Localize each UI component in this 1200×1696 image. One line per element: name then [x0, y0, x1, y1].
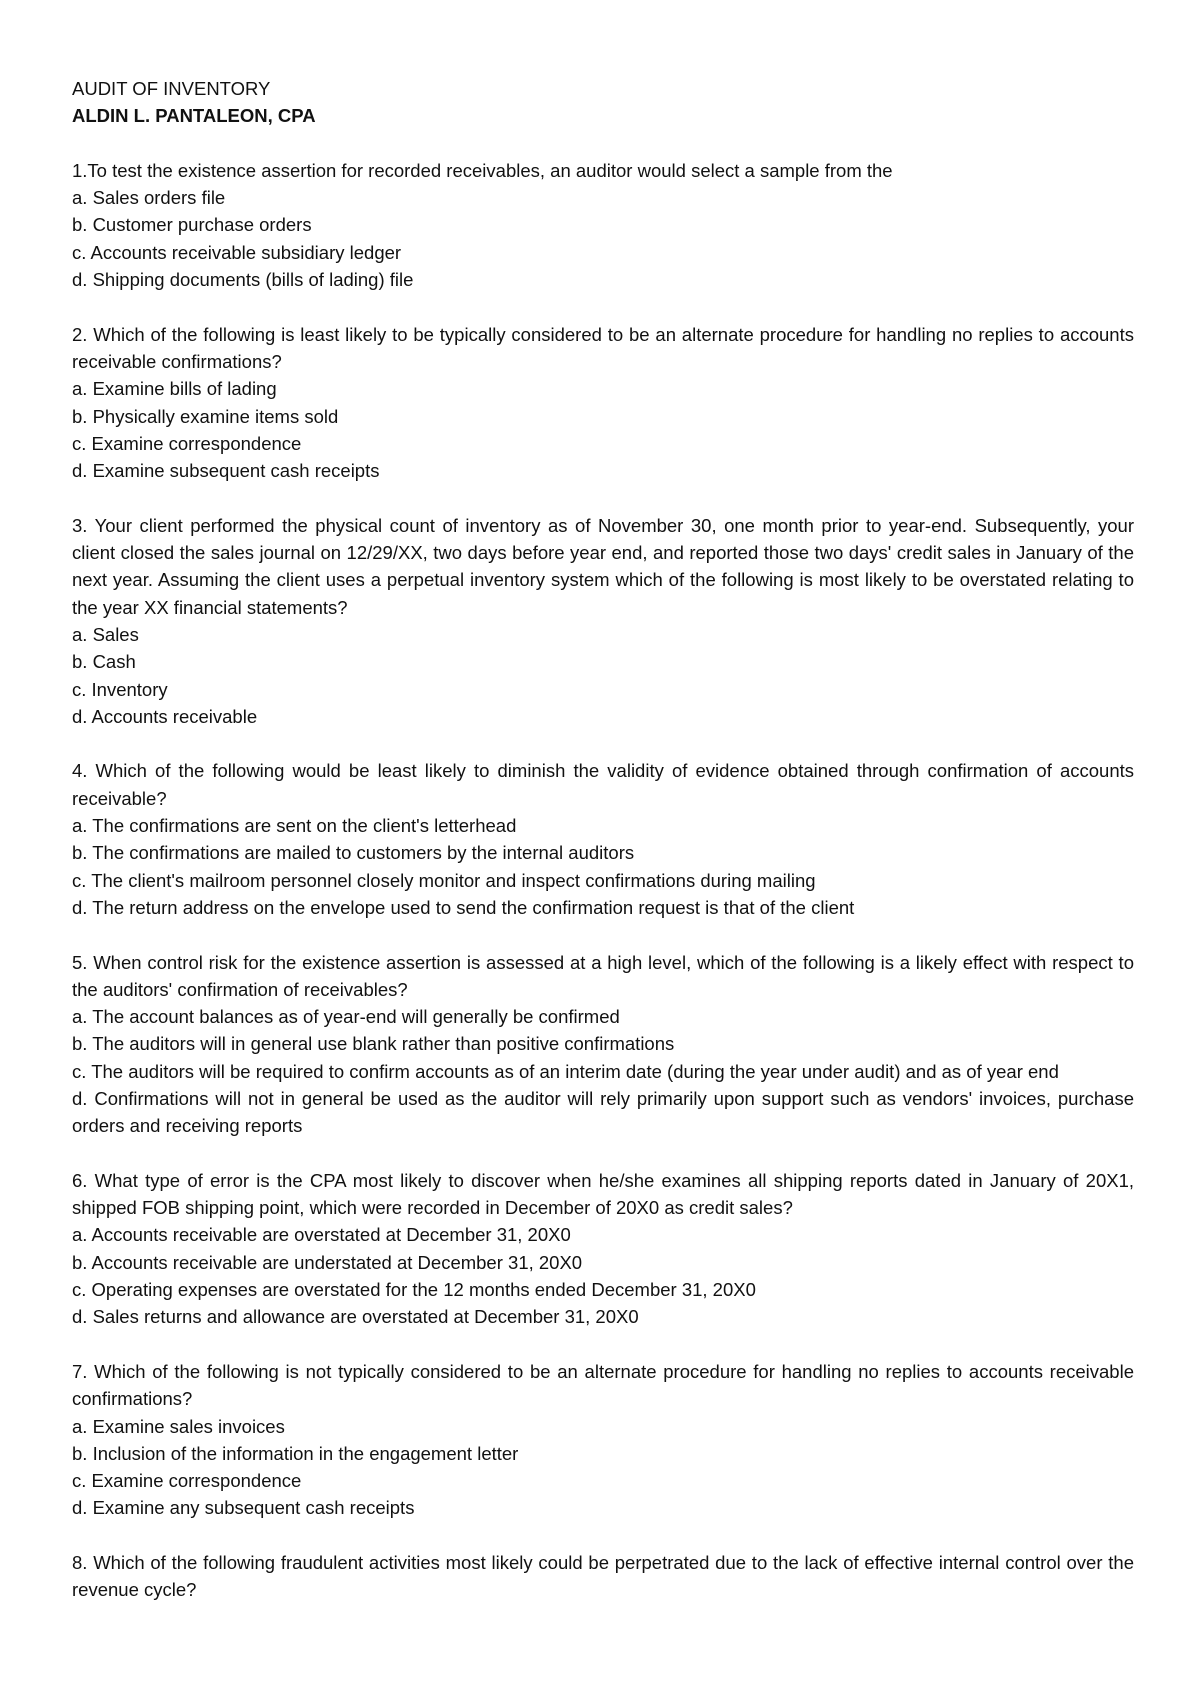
option-c: c. Examine correspondence [72, 432, 302, 454]
option-b: b. Customer purchase orders [72, 214, 312, 236]
spacer [72, 921, 1134, 948]
option-a: a. Examine sales invoices [72, 1415, 285, 1437]
option-a: a. The confirmations are sent on the client's letterhead [72, 815, 517, 837]
option-d: d. Sales returns and allowance are overstated at December 31, 20X0 [72, 1306, 639, 1328]
spacer [72, 293, 1134, 320]
option-c: c. Examine correspondence [72, 1470, 302, 1492]
spacer [72, 130, 1134, 157]
question-stem: 6. What type of error is the CPA most likely to discover when he/she examines all shipping reports dated in January of 20X1, shipped FOB shipping point, which were recorded in December of 20X0 as credit sales? [72, 1169, 1134, 1219]
question-stem: 2. Which of the following is least likely to be typically considered to be an alternate procedure for handling no replies to accounts receivable confirmations? [72, 323, 1134, 372]
option-b: b. Cash [72, 651, 136, 673]
option-b: b. Physically examine items sold [72, 405, 339, 427]
question-3 [72, 512, 1134, 730]
option-b: b. Accounts receivable are understated at December 31, 20X0 [72, 1251, 583, 1273]
question-5 [72, 949, 1134, 1140]
document-author: ALDIN L. PANTALEON, CPA [72, 105, 316, 127]
option-d: d. Examine subsequent cash receipts [72, 460, 380, 482]
spacer [72, 484, 1134, 511]
option-c: c. The auditors will be required to confirm accounts as of an interim date (during the year under audit) and as of year end [72, 1060, 1059, 1082]
spacer [72, 1140, 1134, 1167]
document-title: AUDIT OF INVENTORY [72, 78, 271, 99]
option-c: c. The client's mailroom personnel closely monitor and inspect confirmations during mailing [72, 869, 816, 891]
option-c: c. Operating expenses are overstated for the 12 months ended December 31, 20X0 [72, 1279, 756, 1301]
question-1 [72, 157, 1134, 293]
question-stem: 5. When control risk for the existence assertion is assessed at a high level, which of the following is a likely effect with respect to the auditors' confirmation of receivables? [72, 951, 1134, 1000]
question-2 [72, 321, 1134, 485]
option-b: b. Inclusion of the information in the engagement letter [72, 1442, 519, 1464]
spacer [72, 1522, 1134, 1549]
question-7 [72, 1358, 1134, 1522]
option-a: a. Sales [72, 623, 139, 645]
question-stem: 3. Your client performed the physical count of inventory as of November 30, one month prior to year-end. Subsequently, your client closed the sales journal on 12/29/XX, two days before year end, and reported those two days' credit sales in January of the next year. Assuming the client uses a perpetual inventory system which of the following is most likely to be overstated relating to the year XX financial statements? [72, 514, 1134, 618]
question-stem: 1.To test the existence assertion for recorded receivables, an auditor would select a sample from the [72, 159, 893, 181]
option-a: a. Accounts receivable are overstated at December 31, 20X0 [72, 1224, 571, 1246]
spacer [72, 730, 1134, 757]
option-d: d. Examine any subsequent cash receipts [72, 1497, 415, 1519]
option-d: d. Confirmations will not in general be used as the auditor will rely primarily upon support such as vendors' invoices, purchase orders and receiving reports [72, 1087, 1134, 1137]
option-d: d. Shipping documents (bills of lading) file [72, 269, 414, 291]
question-4 [72, 757, 1134, 921]
question-6 [72, 1167, 1134, 1331]
question-8 [72, 1549, 1134, 1604]
option-b: b. The confirmations are mailed to customers by the internal auditors [72, 842, 635, 864]
option-d: d. Accounts receivable [72, 705, 258, 727]
spacer [72, 1331, 1134, 1358]
option-a: a. Sales orders file [72, 187, 226, 209]
question-stem: 7. Which of the following is not typically considered to be an alternate procedure for handling no replies to accounts receivable confirmations? [72, 1360, 1134, 1410]
option-c: c. Accounts receivable subsidiary ledger [72, 241, 402, 263]
option-d: d. The return address on the envelope used to send the confirmation request is that of the client [72, 896, 855, 918]
option-a: a. Examine bills of lading [72, 378, 277, 400]
question-stem: 8. Which of the following fraudulent activities most likely could be perpetrated due to the lack of effective internal control over the revenue cycle? [72, 1552, 1134, 1601]
option-c: c. Inventory [72, 678, 168, 700]
document-page [72, 75, 1134, 1604]
option-a: a. The account balances as of year-end will generally be confirmed [72, 1006, 620, 1028]
question-stem: 4. Which of the following would be least likely to diminish the validity of evidence obtained through confirmation of accounts receivable? [72, 760, 1134, 809]
option-b: b. The auditors will in general use blank rather than positive confirmations [72, 1033, 675, 1055]
